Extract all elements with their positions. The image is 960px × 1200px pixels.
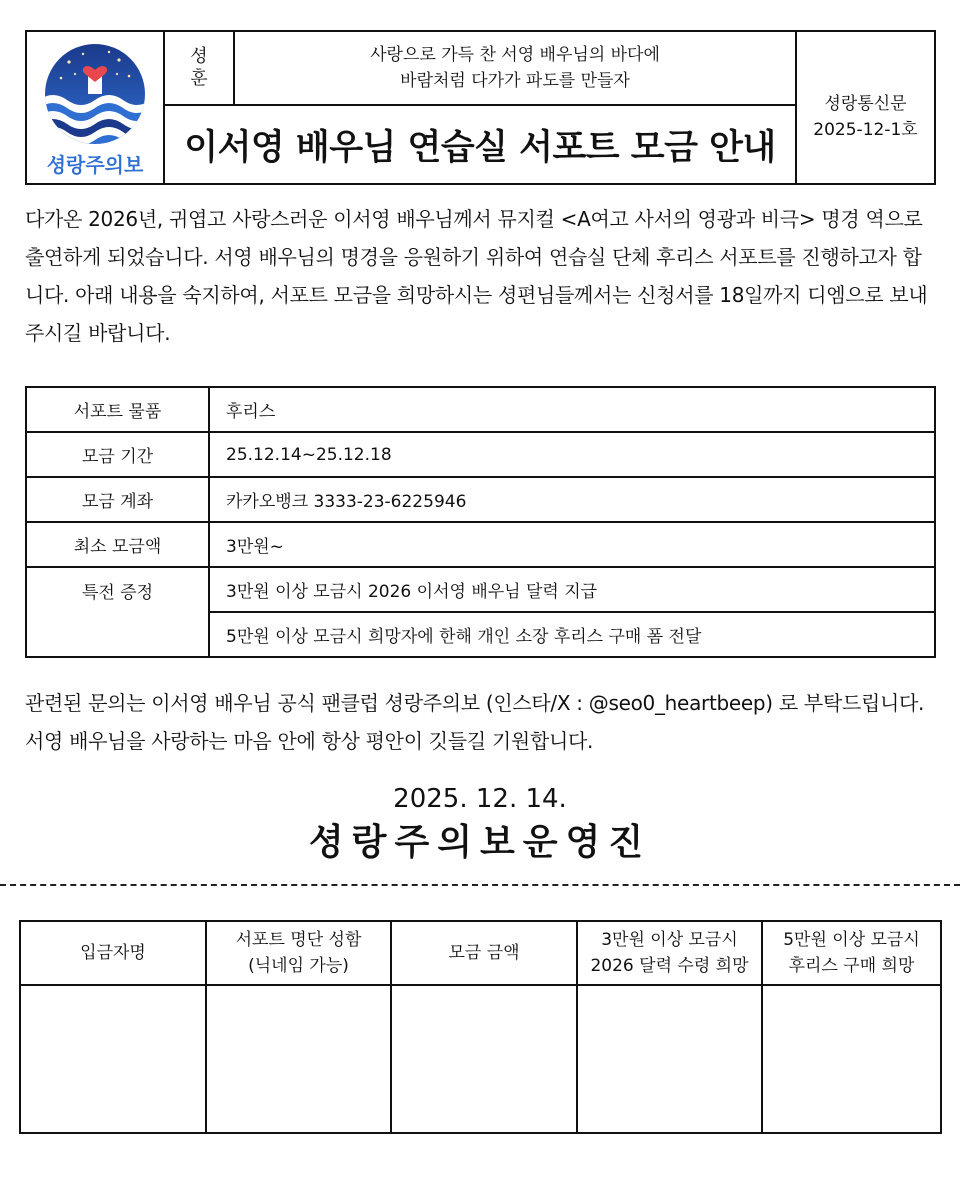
- form-header-text: 모금 금액: [448, 943, 520, 963]
- info-value: 25.12.14~25.12.18: [209, 432, 935, 477]
- depositor-field[interactable]: [20, 985, 206, 1133]
- vertical-label: [165, 32, 235, 104]
- info-label: 서포트 물품: [26, 387, 209, 432]
- vertical-label-char: 훈: [190, 68, 208, 89]
- info-label: 모금 기간: [26, 432, 209, 477]
- info-value: 카카오뱅크 3333-23-6225946: [209, 477, 935, 522]
- logo-text: 셩랑주의보: [46, 153, 144, 177]
- table-row: [26, 477, 935, 522]
- issue-date: 2025. 12. 14.: [393, 784, 567, 814]
- info-value: 3만원 이상 모금시 2026 이서영 배우님 달력 지급: [209, 567, 935, 612]
- form-header-depositor: [20, 921, 206, 985]
- table-row: [26, 522, 935, 567]
- newsletter-header: [25, 30, 936, 185]
- info-label: 특전 증정: [26, 567, 209, 657]
- amount-field[interactable]: [391, 985, 577, 1133]
- cut-line: [0, 884, 960, 886]
- support-info-table: [25, 386, 936, 658]
- form-header-text: 5만원 이상 모금시: [783, 930, 920, 950]
- table-row: [26, 387, 935, 432]
- form-header-text: (닉네임 가능): [248, 956, 349, 976]
- form-input-row: [20, 985, 941, 1133]
- info-value: 후리스: [209, 387, 935, 432]
- header-middle: [165, 32, 797, 183]
- header-top-row: [165, 32, 795, 106]
- form-header-text: 3만원 이상 모금시: [601, 930, 738, 950]
- slogan: [235, 32, 795, 104]
- support-name-field[interactable]: [206, 985, 391, 1133]
- info-value: 3만원~: [209, 522, 935, 567]
- form-header-support-name: [206, 921, 391, 985]
- application-form: [19, 920, 942, 1134]
- slogan-line: 사랑으로 가득 찬 서영 배우님의 바다에: [370, 45, 660, 65]
- intro-paragraph: 다가온 2026년, 귀엽고 사랑스러운 이서영 배우님께서 뮤지컬 <A여고 사서의 영광과 비극> 명경 역으로 출연하게 되었습니다. 서영 배우님의 명경을 응원하기 위하여 연습실 단체 후리스 서포트를 진행하고자 합니다. 아래 내용을 숙지하여, 서포트 모금을 희망하시는 셩편님들께서는 신청서를 18일까지 디엠으로 보내주시길 바랍니다.: [25, 207, 928, 345]
- form-header-row: [20, 921, 941, 985]
- vertical-label-char: 셩: [190, 46, 208, 67]
- fanclub-logo: [39, 40, 151, 182]
- closing-paragraph: 관련된 문의는 이서영 배우님 공식 팬클럽 셩랑주의보 (인스타/X : @seo0_heartbeep) 로 부탁드립니다. 서영 배우님을 사랑하는 마음 안에 항상 평안이 깃들길 기원합니다.: [25, 691, 925, 753]
- table-row: [26, 567, 935, 612]
- form-header-text: 2026 달력 수령 희망: [590, 956, 749, 976]
- logo-cell: [27, 32, 165, 183]
- form-header-calendar: [577, 921, 762, 985]
- organizer-signature: 셩랑주의보운영진: [308, 822, 652, 863]
- form-header-amount: [391, 921, 577, 985]
- table-row: [26, 432, 935, 477]
- fleece-field[interactable]: [762, 985, 941, 1133]
- form-header-text: 후리스 구매 희망: [788, 956, 915, 976]
- issue-label: 셩랑통신문: [824, 93, 907, 114]
- issue-number: [797, 32, 934, 183]
- info-label: 최소 모금액: [26, 522, 209, 567]
- form-header-text: 서포트 명단 성함: [235, 930, 362, 950]
- calendar-field[interactable]: [577, 985, 762, 1133]
- form-header-text: 입금자명: [80, 943, 146, 963]
- page-title: 이서영 배우님 연습실 서포트 모금 안내: [184, 127, 776, 168]
- info-value: 5만원 이상 모금시 희망자에 한해 개인 소장 후리스 구매 폼 전달: [209, 612, 935, 657]
- issue-code: 2025-12-1호: [813, 119, 918, 140]
- info-label: 모금 계좌: [26, 477, 209, 522]
- form-header-fleece: [762, 921, 941, 985]
- slogan-line: 바람처럼 다가가 파도를 만들자: [400, 71, 630, 91]
